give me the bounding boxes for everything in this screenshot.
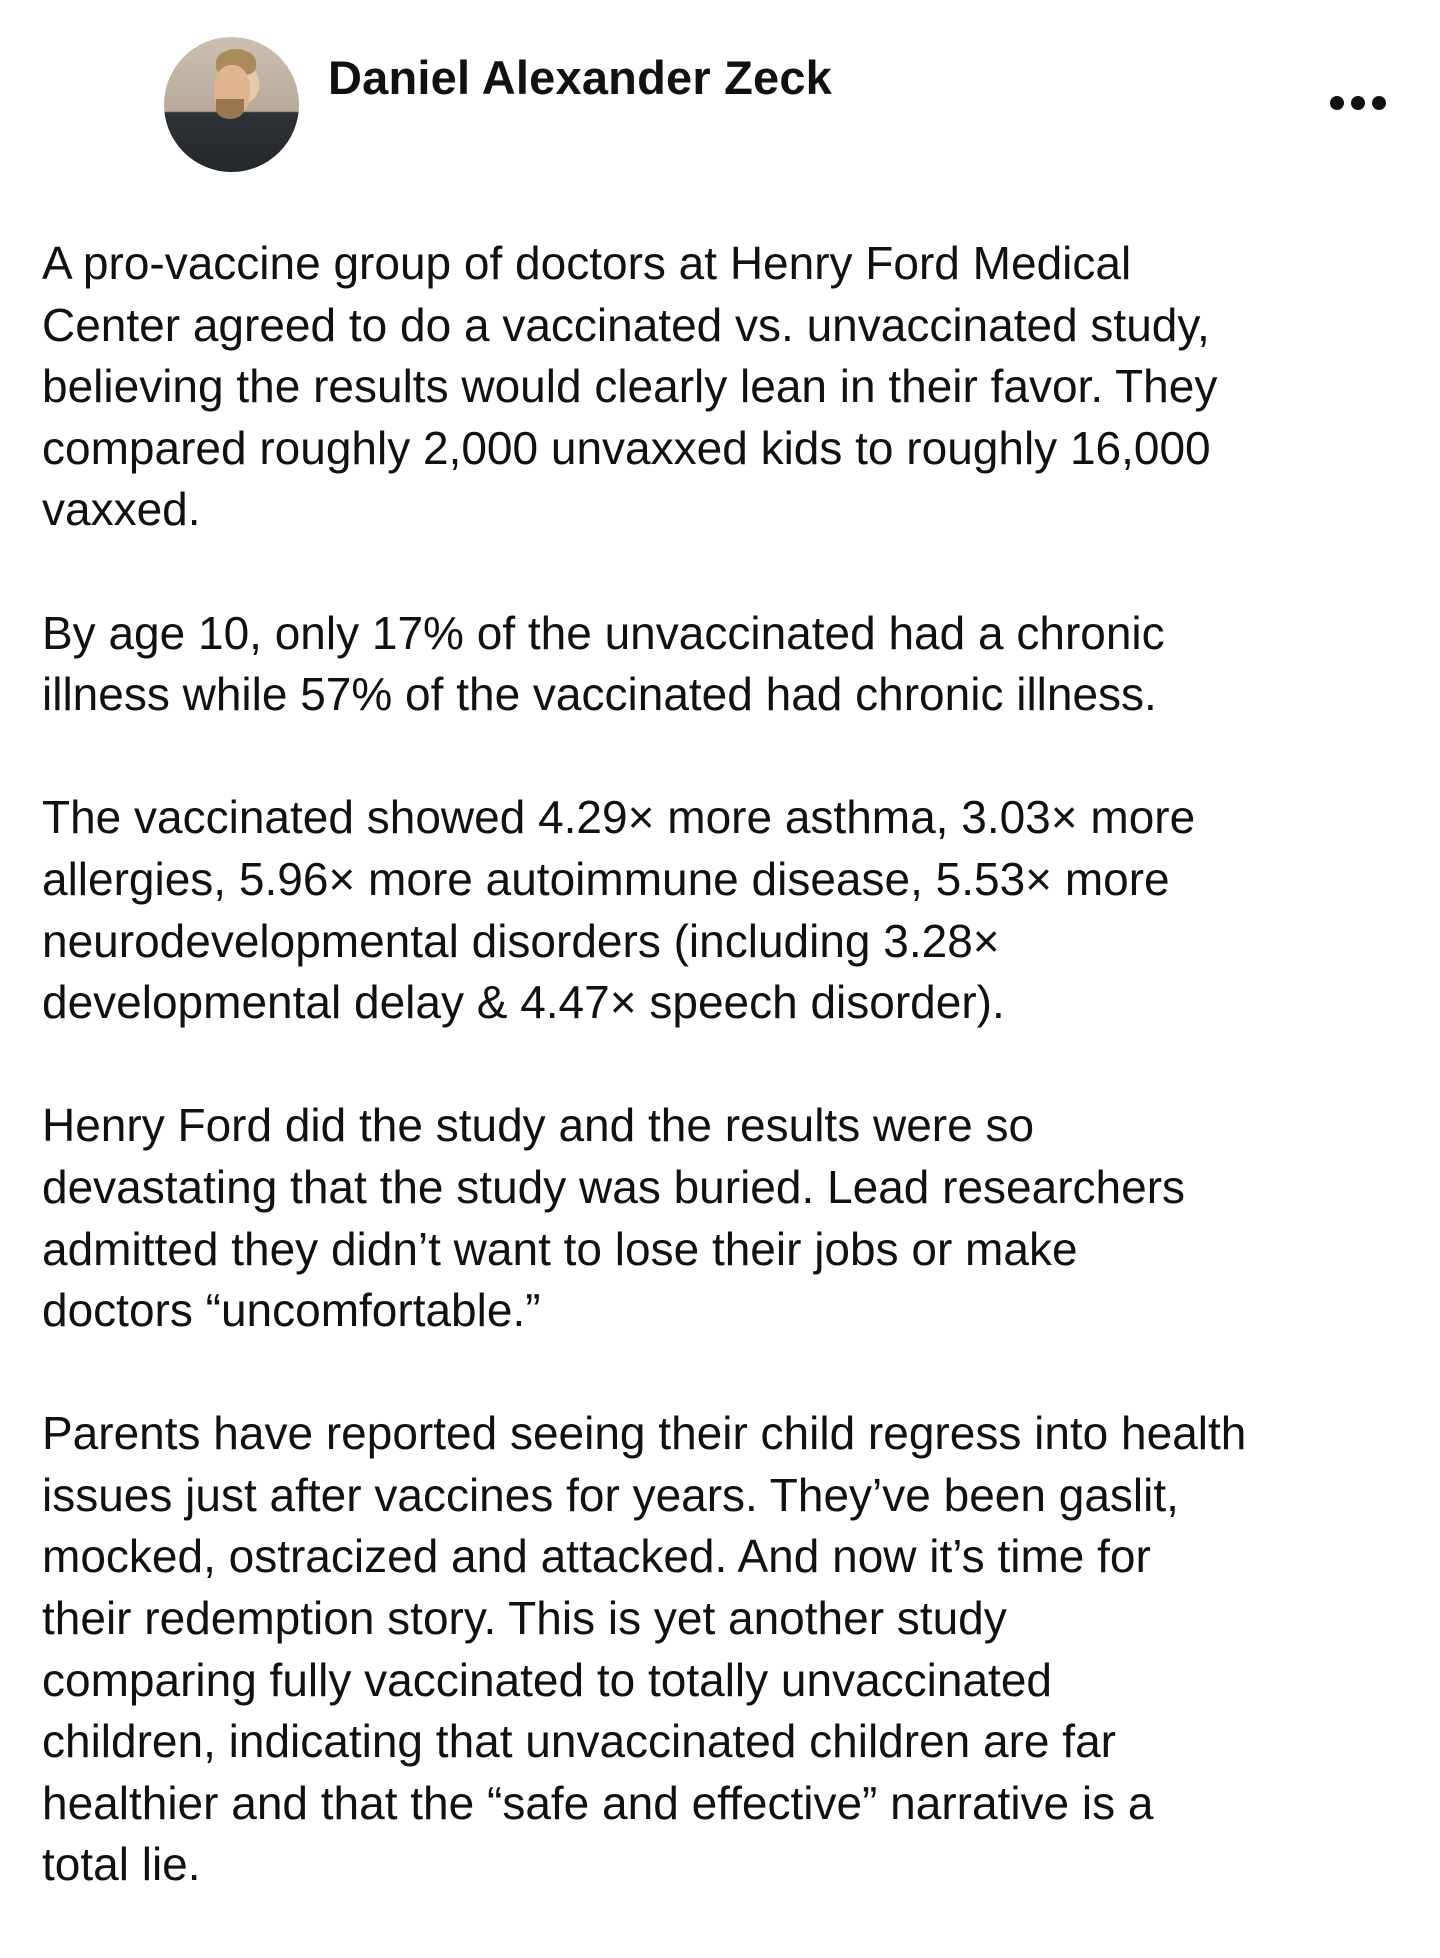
post-line: total lie. xyxy=(42,1838,201,1891)
post-line: Center agreed to do a vaccinated vs. unvaccinated study, xyxy=(42,298,1210,351)
post-line: comparing fully vaccinated to totally unvaccinated xyxy=(42,1653,1053,1706)
post-line: vaxxed. xyxy=(42,483,201,536)
post-paragraph xyxy=(42,233,1432,541)
avatar-beard xyxy=(216,99,244,119)
post-line: devastating that the study was buried. Lead researchers xyxy=(42,1160,1186,1213)
post-paragraph xyxy=(42,787,1432,1033)
post-line: doctors “uncomfortable.” xyxy=(42,1284,541,1337)
post-paragraph xyxy=(42,603,1432,726)
dot xyxy=(1351,96,1365,110)
post-paragraph xyxy=(42,1095,1432,1341)
post-line: issues just after vaccines for years. They’ve been gaslit, xyxy=(42,1468,1179,1521)
post-line: allergies, 5.96× more autoimmune disease, 5.53× more xyxy=(42,852,1170,905)
dot xyxy=(1372,96,1386,110)
post-line: compared roughly 2,000 unvaxxed kids to roughly 16,000 xyxy=(42,421,1211,474)
post-line: children, indicating that unvaccinated children are far xyxy=(42,1715,1116,1768)
post-line: A pro-vaccine group of doctors at Henry Ford Medical xyxy=(42,237,1132,289)
post-line: believing the results would clearly lean in their favor. They xyxy=(42,360,1218,413)
post-paragraph xyxy=(42,1403,1432,1896)
more-options-icon[interactable] xyxy=(1330,96,1386,110)
post-line: mocked, ostracized and attacked. And now it’s time for xyxy=(42,1530,1151,1583)
post-line: admitted they didn’t want to lose their jobs or make xyxy=(42,1222,1078,1275)
author-name[interactable]: Daniel Alexander Zeck xyxy=(328,51,833,104)
post-line: By age 10, only 17% of the unvaccinated had a chronic xyxy=(42,606,1165,659)
post-body xyxy=(42,233,1432,1958)
post-line: their redemption story. This is yet another study xyxy=(42,1592,1007,1645)
post-line: developmental delay & 4.47× speech disorder). xyxy=(42,976,1005,1029)
post-line: Henry Ford did the study and the results were so xyxy=(42,1099,1035,1152)
post-line: illness while 57% of the vaccinated had chronic illness. xyxy=(42,668,1157,721)
post-line: healthier and that the “safe and effective” narrative is a xyxy=(42,1776,1154,1829)
post-line: The vaccinated showed 4.29× more asthma, 3.03× more xyxy=(42,791,1196,844)
post-line: neurodevelopmental disorders (including 3.28× xyxy=(42,914,1000,967)
author-avatar[interactable] xyxy=(164,37,299,172)
dot xyxy=(1330,96,1344,110)
post-line: Parents have reported seeing their child regress into health xyxy=(42,1407,1247,1460)
